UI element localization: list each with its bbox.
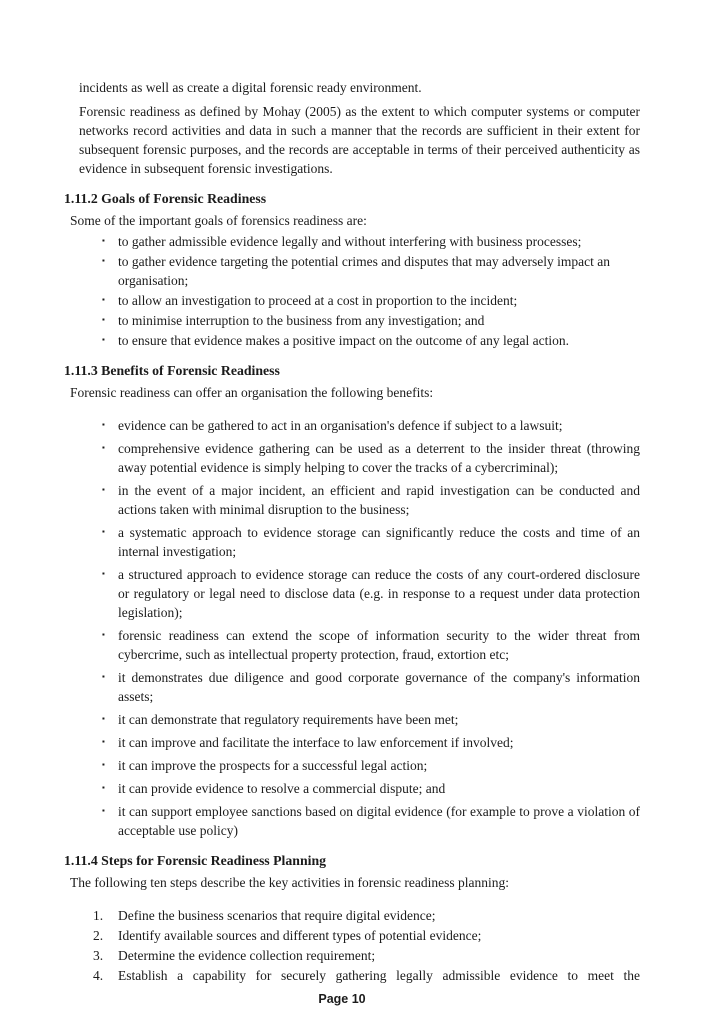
list-item bbox=[64, 966, 640, 985]
bullet-icon: ▪ bbox=[102, 236, 105, 245]
list-item bbox=[64, 626, 640, 664]
bullet-icon: ▪ bbox=[102, 672, 105, 681]
steps-list bbox=[64, 906, 640, 985]
list-item-text: to gather admissible evidence legally and without interfering with business processes; bbox=[118, 234, 582, 249]
list-item bbox=[64, 439, 640, 477]
list-item bbox=[64, 668, 640, 706]
paragraph-carryover: incidents as well as create a digital forensic ready environment. bbox=[79, 80, 422, 95]
bullet-icon: ▪ bbox=[102, 737, 105, 746]
list-item bbox=[64, 252, 640, 290]
list-item bbox=[64, 331, 640, 350]
heading-steps-for-forensic-readiness-planning: 1.11.4 Steps for Forensic Readiness Planning bbox=[64, 853, 327, 868]
goals-intro: Some of the important goals of forensics readiness are: bbox=[70, 213, 367, 228]
bullet-icon: ▪ bbox=[102, 443, 105, 452]
bullet-icon: ▪ bbox=[102, 569, 105, 578]
paragraph-forensic-readiness-definition: Forensic readiness as defined by Mohay (2005) as the extent to which computer systems or computer networks record activities and data in such a manner that the records are sufficient in their extent for subsequent forensic purposes, and the records are acceptable in terms of their perceived authenticity as evidence in subsequent forensic investigations. bbox=[79, 104, 640, 176]
list-item-text: Determine the evidence collection requirement; bbox=[118, 948, 376, 963]
step-number: 3. bbox=[93, 948, 104, 963]
list-item-text: it can provide evidence to resolve a commercial dispute; and bbox=[118, 781, 446, 796]
bullet-icon: ▪ bbox=[102, 760, 105, 769]
list-item bbox=[64, 926, 640, 945]
list-item bbox=[64, 565, 640, 622]
list-item bbox=[64, 710, 640, 729]
heading-goals-of-forensic-readiness: 1.11.2 Goals of Forensic Readiness bbox=[64, 191, 267, 206]
step-number: 4. bbox=[93, 968, 104, 983]
bullet-icon: ▪ bbox=[102, 806, 105, 815]
list-item-text: Define the business scenarios that require digital evidence; bbox=[118, 908, 436, 923]
bullet-icon: ▪ bbox=[102, 256, 105, 265]
step-number: 1. bbox=[93, 908, 104, 923]
list-item bbox=[64, 756, 640, 775]
list-item-text: Establish a capability for securely gathering legally admissible evidence to meet the bbox=[118, 968, 640, 983]
list-item-text: it can support employee sanctions based on digital evidence (for example to prove a violation of acceptable use policy) bbox=[118, 804, 640, 838]
list-item-text: Identify available sources and different types of potential evidence; bbox=[118, 928, 482, 943]
bullet-icon: ▪ bbox=[102, 420, 105, 429]
list-item bbox=[64, 232, 640, 251]
list-item-text: in the event of a major incident, an efficient and rapid investigation can be conducted and actions taken with minimal disruption to the business; bbox=[118, 483, 640, 517]
bullet-icon: ▪ bbox=[102, 714, 105, 723]
page-number-footer: Page 10 bbox=[318, 992, 366, 1006]
step-number: 2. bbox=[93, 928, 104, 943]
list-item-text: evidence can be gathered to act in an organisation's defence if subject to a lawsuit; bbox=[118, 418, 563, 433]
list-item bbox=[64, 733, 640, 752]
bullet-icon: ▪ bbox=[102, 527, 105, 536]
list-item bbox=[64, 481, 640, 519]
list-item bbox=[64, 802, 640, 840]
benefits-list bbox=[64, 416, 640, 840]
bullet-icon: ▪ bbox=[102, 485, 105, 494]
list-item bbox=[64, 946, 640, 965]
list-item-text: a structured approach to evidence storage can reduce the costs of any court-ordered disclosure or regulatory or legal need to disclose data (e.g. in response to a request under data protection legislation); bbox=[118, 567, 640, 620]
list-item-text: it demonstrates due diligence and good corporate governance of the company's information assets; bbox=[118, 670, 640, 704]
bullet-icon: ▪ bbox=[102, 335, 105, 344]
bullet-icon: ▪ bbox=[102, 783, 105, 792]
list-item-text: to allow an investigation to proceed at a cost in proportion to the incident; bbox=[118, 293, 518, 308]
goals-list bbox=[64, 232, 640, 350]
list-item bbox=[64, 291, 640, 310]
bullet-icon: ▪ bbox=[102, 295, 105, 304]
list-item-text: it can improve and facilitate the interface to law enforcement if involved; bbox=[118, 735, 514, 750]
list-item bbox=[64, 779, 640, 798]
list-item bbox=[64, 906, 640, 925]
list-item-text: to gather evidence targeting the potential crimes and disputes that may adversely impact an organisation; bbox=[118, 254, 610, 288]
list-item-text: it can demonstrate that regulatory requirements have been met; bbox=[118, 712, 459, 727]
heading-benefits-of-forensic-readiness: 1.11.3 Benefits of Forensic Readiness bbox=[64, 363, 280, 378]
list-item bbox=[64, 523, 640, 561]
list-item-text: it can improve the prospects for a successful legal action; bbox=[118, 758, 428, 773]
list-item bbox=[64, 416, 640, 435]
bullet-icon: ▪ bbox=[102, 630, 105, 639]
steps-intro: The following ten steps describe the key activities in forensic readiness planning: bbox=[70, 875, 510, 890]
list-item-text: a systematic approach to evidence storage can significantly reduce the costs and time of an internal investigation; bbox=[118, 525, 640, 559]
list-item-text: forensic readiness can extend the scope of information security to the wider threat from cybercrime, such as intellectual property protection, fraud, extortion etc; bbox=[118, 628, 640, 662]
list-item-text: comprehensive evidence gathering can be used as a deterrent to the insider threat (throwing away potential evidence is simply helping to cover the tracks of a cybercriminal); bbox=[118, 441, 640, 475]
bullet-icon: ▪ bbox=[102, 315, 105, 324]
list-item bbox=[64, 311, 640, 330]
benefits-intro: Forensic readiness can offer an organisation the following benefits: bbox=[70, 385, 434, 400]
list-item-text: to minimise interruption to the business from any investigation; and bbox=[118, 313, 485, 328]
list-item-text: to ensure that evidence makes a positive impact on the outcome of any legal action. bbox=[118, 333, 569, 348]
